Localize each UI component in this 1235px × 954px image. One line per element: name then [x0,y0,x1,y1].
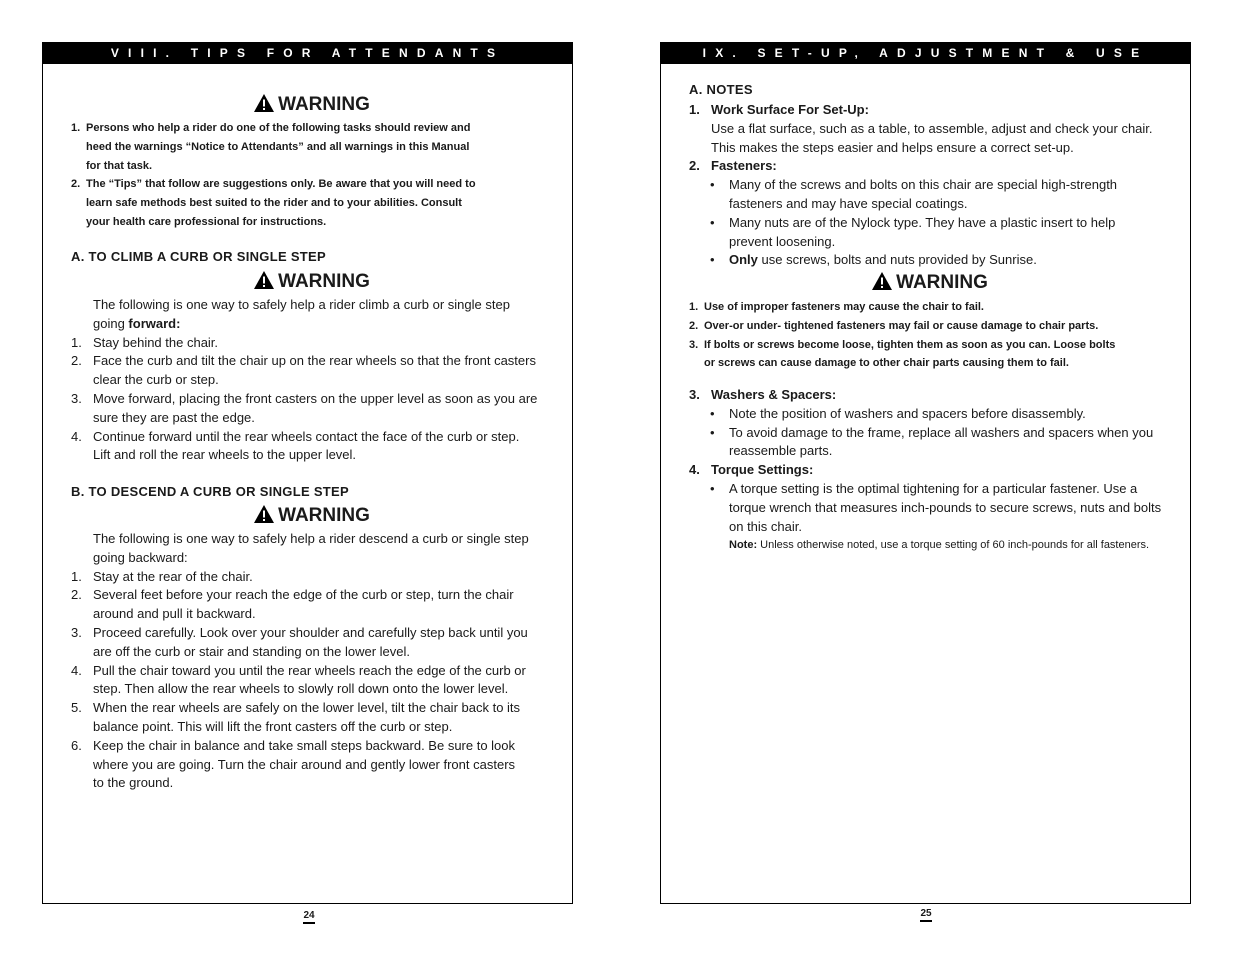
step-item: 3. Move forward, placing the front casters on the upper level as soon as you are sure they are past the edge. [71,390,538,425]
step-item: 6. Keep the chair in balance and take small steps backward. Be sure to look where you are going. Turn the chair around and gently lower front casters to the ground. [71,737,516,791]
section-a-heading: A. TO CLIMB A CURB OR SINGLE STEP [71,249,326,264]
warning-triangle-icon [871,271,893,291]
section-header-ix: IX. SET-UP, ADJUSTMENT & USE [661,43,1190,64]
fastener-warning-list [689,298,1170,373]
step-item: 2. Face the curb and tilt the chair up on the rear wheels so that the front casters clear the curb or step. [71,353,536,388]
left-page [42,42,573,904]
washer-bullet: • Note the position of washers and spacers before disassembly. [710,405,1086,421]
page-number-left: 24 [294,910,324,924]
washer-bullet: • To avoid damage to the frame, replace all washers and spacers when you reassemble parts. [710,424,1154,459]
section-header-viii: VIII. TIPS FOR ATTENDANTS [43,43,572,64]
step-item: 1. Stay at the rear of the chair. [71,568,253,584]
torque-bullet: • A torque setting is the optimal tightening for a particular fastener. Use a torque wrench that measures inch-pounds to secure screws, nuts and bolts on this chair. [710,480,1162,534]
notes-list-top: 1. Work Surface For Set-Up: Use a flat surface, such as a table, to assemble, adjust and check your chair. This makes the steps easier and helps ensure a correct set-up. 2. Fasteners: • Many of the screws and bolts on this chair are special high-strength fasteners and may have special coatings. • Many nuts are of the Nylock type. They have a plastic insert to help prevent loosening. • Only use screws, bolts and nuts provided by Sunrise. [689,101,1170,270]
warning-triangle-icon [253,93,275,113]
fastener-bullet: • Only use screws, bolts and nuts provided by Sunrise. [710,252,1037,268]
descend-curb-steps: The following is one way to safely help a rider descend a curb or single step going backward: 1. Stay at the rear of the chair. 2. Several feet before your reach the edge of the curb or step, turn the chair around and pull it backward. 3. Proceed carefully. Look over your shoulder and carefully step back until you are off the curb or stair and standing on the lower level. 4. Pull the chair toward you until the rear wheels reach the edge of the curb or step. Then allow the rear wheels to slowly roll down onto the lower level. 5. When the rear wheels are safely on the lower level, tilt the chair back to its balance point. This will lift the front casters off the curb or step. 6. Keep the chair in balance and take small steps backward. Be sure to look where you are going. Turn the chair around and gently lower front casters to the ground. [71,530,552,793]
fastener-bullet: • Many of the screws and bolts on this chair are special high-strength fasteners and may have special coatings. [710,177,1118,211]
warning-heading: WARNING [71,93,552,117]
warning-item: 2. Over-or under- tightened fasteners may fail or cause damage to chair parts. [689,319,1099,332]
warning-triangle-icon [253,270,275,290]
notes-list-bottom [689,386,1170,555]
step-item: 4. Continue forward until the rear wheels contact the face of the curb or step. Lift and roll the rear wheels to the upper level. [71,428,520,463]
step-item: 4. Pull the chair toward you until the rear wheels reach the edge of the curb or step. Then allow the rear wheels to slowly roll down onto the lower level. [71,662,526,697]
warning-triangle-icon [253,504,275,524]
warning-item: 1. Persons who help a rider do one of the following tasks should review and heed the warnings “Notice to Attendants” and all warnings in this Manual for that task. [71,122,471,172]
warning-item: 1. Use of improper fasteners may cause the chair to fail. [689,301,984,313]
section-b-heading: B. TO DESCEND A CURB OR SINGLE STEP [71,484,349,499]
step-item: 1. Stay behind the chair. [71,334,219,350]
step-item: 3. Proceed carefully. Look over your shoulder and carefully step back until you are off the curb or stair and standing on the lower level. [71,624,528,659]
page-number-right: 25 [911,908,941,922]
warning-heading: WARNING [71,504,552,528]
climb-curb-steps: The following is one way to safely help a rider climb a curb or single step going forward: 1. Stay behind the chair. 2. Face the curb and tilt the chair up on the rear wheels so that the front casters clear the curb or step. 3. Move forward, placing the front casters on the upper level as soon as you are sure they are past the edge. 4. Continue forward until the rear wheels contact the face of the curb or step. Lift and roll the rear wheels to the upper level. [71,296,552,465]
work-surface-heading: 1. Work Surface For Set-Up: [689,102,869,117]
notes-heading: A. NOTES [689,82,753,97]
right-page [660,42,1191,904]
step-item: 5. When the rear wheels are safely on the lower level, tilt the chair back to its balance point. This will lift the front casters off the curb or step. [71,700,521,734]
torque-heading: 4. Torque Settings: [689,462,814,478]
warning-heading: WARNING [71,270,552,294]
warning-heading: WARNING [689,271,1170,295]
step-item: 2. Several feet before your reach the edge of the curb or step, turn the chair around and pull it backward. [71,587,514,622]
attendant-warning-list [71,119,552,232]
torque-note: Note: Unless otherwise noted, use a torque setting of 60 inch-pounds for all fasteners. [729,539,1150,552]
washers-heading: 3. Washers & Spacers: [689,387,837,402]
fastener-bullet: • Many nuts are of the Nylock type. They have a plastic insert to help prevent loosening. [710,214,1116,249]
warning-item: 3. If bolts or screws become loose, tighten them as soon as you can. Loose bolts or screws can cause damage to other chair parts causing them to fail. [689,338,1116,370]
fasteners-heading: 2. Fasteners: [689,158,777,174]
warning-item: 2. The “Tips” that follow are suggestions only. Be aware that you will need to learn safe methods best suited to the rider and to your abilities. Consult your health care professional for instructions. [71,178,476,228]
